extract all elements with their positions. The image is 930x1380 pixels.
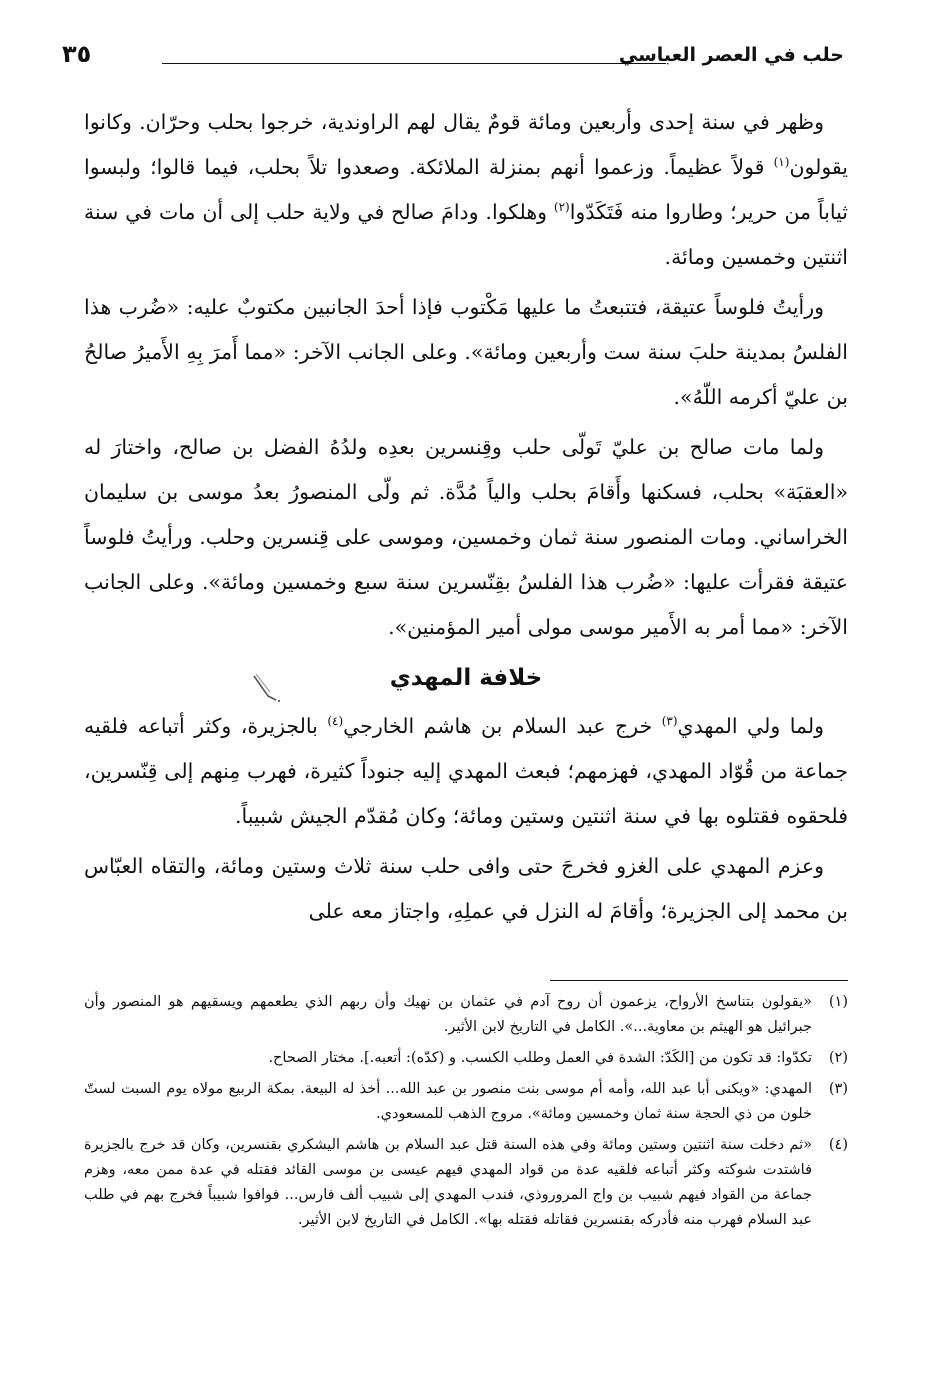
footnote-number: (٣) bbox=[828, 1081, 848, 1097]
footnote-ref-1: (١) bbox=[773, 155, 790, 170]
footnote-number: (٤) bbox=[828, 1137, 848, 1153]
footnote-1 bbox=[84, 990, 848, 1040]
footnote-text: تكدّوا: قد تكون من [الكَدّ: الشدة في العمل وطلب الكسب. و (كدّه): أتعبه.]. مختار الصحاح. bbox=[268, 1050, 812, 1066]
footnote-text: «ثم دخلت سنة اثنتين وستين ومائة وفي هذه السنة قتل عبد السلام بن هاشم اليشكري بقنسرين، وكان قد خرج بالجزيرة فاشتدت شوكته وكثر أتباعه فلقيه عدة من قواد المهدي فيهم عيسى بن موسى القائد فقتله في عدة ممن معه، وهزم جماعة من القواد فيهم شبيب بن واج المروروذي، فندب المهدي إلى شبيب ألف فارس... فوافوا شبيباً فخرج بهم في طلب عبد السلام فهرب منه فأدركه بقنسرين فقاتله فقتله بها». الكامل في التاريخ لابن الأثير. bbox=[84, 1137, 812, 1228]
footnote-number: (١) bbox=[828, 994, 848, 1010]
paragraph-3: ولما مات صالح بن عليّ تَولّى حلب وقِنسرين بعدِه ولدُهُ الفضل بن صالح، واختارَ له «العقبَة» بحلب، فسكنها وأَقامَ بحلب والياً مُدَّة. ثم ولّى المنصورُ بعدُ موسى بن سليمان الخراساني. ومات المنصور سنة ثمان وخمسين، وموسى على قِنسرين وحلب. ورأيتُ فلوساً عتيقة فقرأت عليها: «ضُرب هذا الفلسُ بقِنّسرين سنة سبع وخمسين ومائة». وعلى الجانب الآخر: «مما أمر به الأَمير موسى مولى أمير المؤمنين». bbox=[84, 435, 848, 639]
paragraph-1-text-c: وهلكوا. ودامَ صالح في ولاية حلب إلى أن مات في سنة اثنتين وخمسين ومائة. bbox=[84, 200, 848, 269]
footnote-ref-3: (٣) bbox=[661, 714, 678, 729]
footnotes bbox=[84, 990, 848, 1239]
main-text bbox=[84, 100, 848, 936]
footnote-4 bbox=[84, 1133, 848, 1233]
footnote-text: المهدي: «ويكنى أبا عبد الله، وأمه أم موسى بنت منصور بن عبد الله... أخذ له البيعة. بمكة الربيع مولاه يوم السبت لستّ خلون من ذي الحجة سنة ثمان وخمسين ومائة». مروج الذهب للمسعودي. bbox=[84, 1081, 812, 1122]
paragraph-4-text-c: بالجزيرة، وكثر أتباعه فلقيه جماعة من قُوّاد المهدي، فهزمهم؛ فبعث المهدي إليه جنوداً كثيرة، فهرب مِنهم إلى قِنّسرين، فلحقوه فقتلوه بها في سنة اثنتين وستين ومائة؛ وكان مُقدّم الجيش شبيباً. bbox=[84, 714, 848, 828]
footnote-number: (٢) bbox=[828, 1050, 848, 1066]
footnote-3 bbox=[84, 1077, 848, 1127]
paragraph-1-text-b: قولاً عظيماً. وزعموا أنهم بمنزلة الملائكة. وصعدوا تلاً بحلب، فيما قالوا؛ ولبسوا ثياباً من حرير؛ وطاروا منه فَتَكَدّوا bbox=[84, 155, 848, 224]
running-title: حلب في العصر العباسي bbox=[618, 44, 844, 66]
footnote-ref-2: (٢) bbox=[553, 200, 570, 215]
paragraph-1-text-a: وظهر في سنة إحدى وأربعين ومائة قومٌ يقال لهم الراوندية، خرجوا بحلب وحرّان. وكانوا يقولون bbox=[84, 110, 848, 179]
ink-smudge bbox=[246, 670, 286, 710]
page-number: ٣٥ bbox=[62, 40, 92, 68]
paragraph-5: وعزم المهدي على الغزو فخرجَ حتى وافى حلب سنة ثلاث وستين ومائة، والتقاه العبّاس بن محمد إلى الجزيرة؛ وأقامَ له النزل في عملِهِ، واجتاز معه على bbox=[84, 854, 848, 923]
paragraph-4 bbox=[84, 704, 848, 839]
header-rule bbox=[162, 63, 666, 64]
paragraph-1 bbox=[84, 100, 848, 280]
footnote-2 bbox=[84, 1046, 848, 1071]
footnote-separator bbox=[550, 980, 848, 981]
footnote-ref-4: (٤) bbox=[327, 714, 344, 729]
paragraph-4-text-a: ولما ولي المهدي bbox=[677, 714, 824, 738]
running-header bbox=[62, 40, 844, 80]
paragraph-4-text-b: خرج عبد السلام بن هاشم الخارجي bbox=[343, 714, 662, 738]
section-heading: خلافة المهدي bbox=[389, 665, 543, 691]
footnote-text: «يقولون بتناسخ الأرواح، يزعمون أن روح آدم في عثمان بن نهيك وأن ربهم الذي يطعمهم ويسقيهم هو المنصور وأن جبرائيل هو الهيثم بن معاوية...». الكامل في التاريخ لابن الأثير. bbox=[84, 994, 812, 1035]
paragraph-2: ورأيتُ فلوساً عتيقة، فتتبعتُ ما عليها مَكْتوب فإذا أحدَ الجانبين مكتوبٌ عليه: «ضُرب هذا الفلسُ بمدينة حلبَ سنة ست وأربعين ومائة». وعلى الجانب الآخر: «مما أَمرَ بِهِ الأَميرُ صالحُ بن عليّ أكرمه اللّهُ». bbox=[84, 295, 848, 409]
